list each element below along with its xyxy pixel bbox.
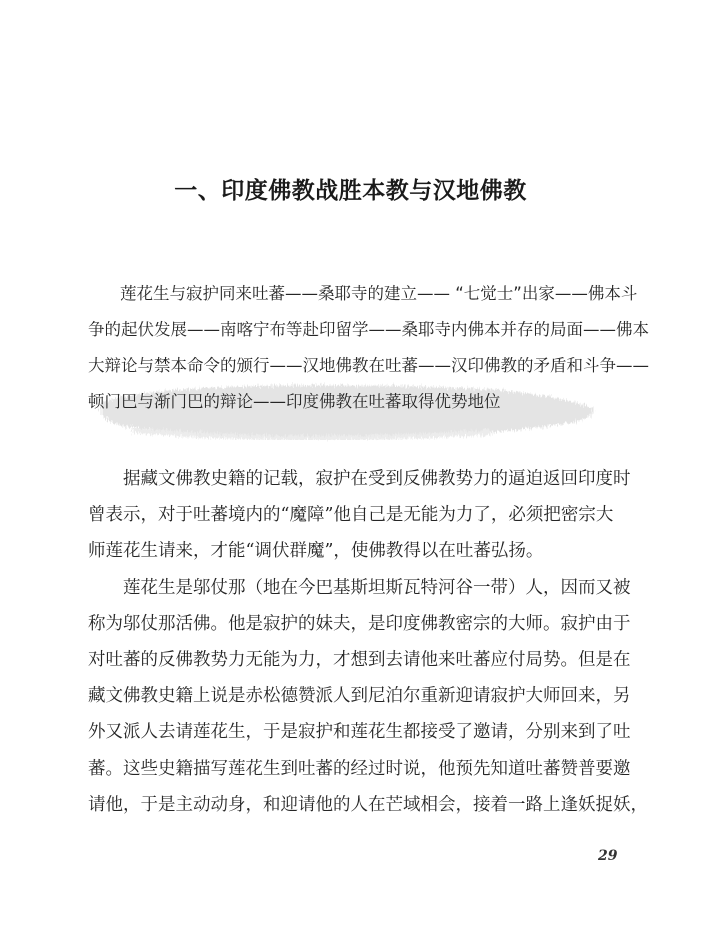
text-line: 莲花生是邬仗那（地在今巴基斯坦斯瓦特河谷一带）人，因而又被 bbox=[123, 577, 631, 598]
summary-line: 顿门巴与渐门巴的辩论——印度佛教在吐蕃取得优势地位 bbox=[88, 392, 501, 411]
chapter-summary bbox=[88, 276, 649, 420]
text-line: 请他，于是主动动身，和迎请他的人在芒域相会，接着一路上逢妖捉妖， bbox=[88, 794, 648, 815]
text-line: 称为邬仗那活佛。他是寂护的妹夫，是印度佛教密宗的大师。寂护由于 bbox=[88, 613, 631, 634]
text-line: 蕃。这些史籍描写莲花生到吐蕃的经过时说，他预先知道吐蕃赞普要邀 bbox=[88, 758, 631, 779]
summary-line: 争的起伏发展——南喀宁布等赴印留学——桑耶寺内佛本并存的局面——佛本 bbox=[88, 320, 649, 339]
text-line: 曾表示，对于吐蕃境内的“魔障”他自己是无能为力了，必须把密宗大 bbox=[88, 505, 614, 526]
text-line: 外又派人去请莲花生，于是寂护和莲花生都接受了邀请，分别来到了吐 bbox=[88, 722, 631, 743]
text-line: 师莲花生请来，才能“调伏群魔”，使佛教得以在吐蕃弘扬。 bbox=[88, 541, 544, 562]
paragraph bbox=[88, 461, 631, 570]
paragraph bbox=[88, 570, 648, 823]
summary-line: 大辩论与禁本命令的颁行——汉地佛教在吐蕃——汉印佛教的矛盾和斗争—— bbox=[88, 356, 649, 375]
page-number: 29 bbox=[598, 848, 618, 864]
text-line: 对吐蕃的反佛教势力无能为力，才想到去请他来吐蕃应付局势。但是在 bbox=[88, 650, 631, 671]
summary-line: 莲花生与寂护同来吐蕃——桑耶寺的建立—— “七觉士”出家——佛本斗 bbox=[120, 284, 638, 303]
chapter-title: 一、印度佛教战胜本教与汉地佛教 bbox=[174, 177, 527, 204]
body-text bbox=[88, 461, 648, 823]
text-line: 藏文佛教史籍上说是赤松德赞派人到尼泊尔重新迎请寂护大师回来，另 bbox=[88, 686, 631, 707]
text-line: 据藏文佛教史籍的记载，寂护在受到反佛教势力的逼迫返回印度时 bbox=[123, 469, 631, 489]
